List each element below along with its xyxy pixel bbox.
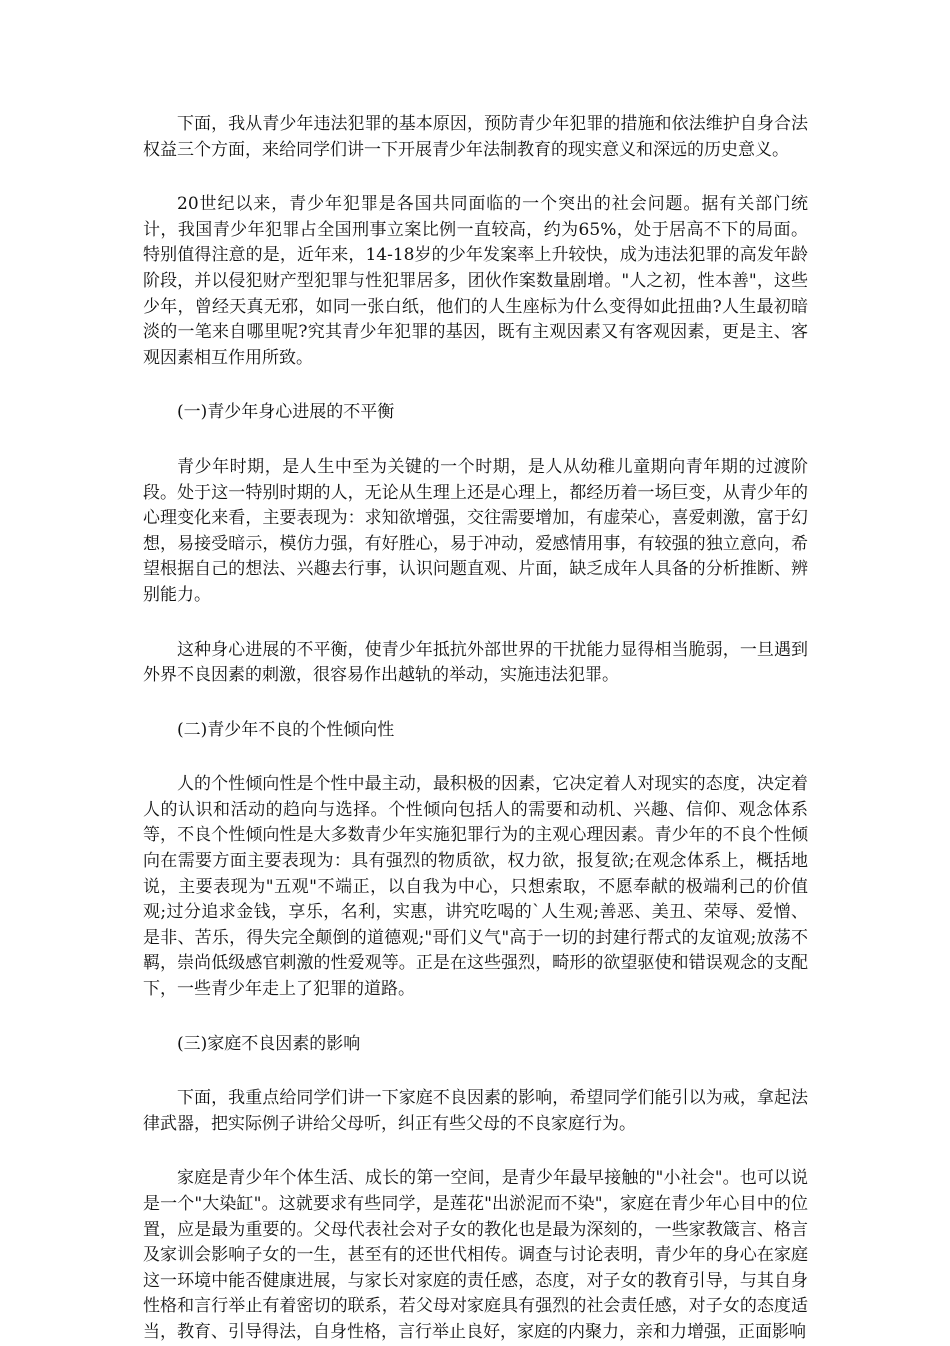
paragraph-family-intro: 下面，我重点给同学们讲一下家庭不良因素的影响，希望同学们能引以为戒，拿起法律武器，把实际例子讲给父母听，纠正有些父母的不良家庭行为。 xyxy=(143,1088,808,1134)
document-body xyxy=(143,112,808,1346)
paragraph-personality: 人的个性倾向性是个性中最主动，最积极的因素，它决定着人对现实的态度，决定着人的认识和活动的趋向与选择。个性倾向包括人的需要和动机、兴趣、信仰、观念体系等，不良个性倾向性是大多数青少年实施犯罪行为的主观心理因素。青少年的不良个性倾向在需要方面主要表现为：具有强烈的物质欲，权力欲，报复欲;在观念体系上，概括地说，主要表现为"五观"不端正，以自我为中心，只想索取，不愿奉献的极端利己的价值观;过分追求金钱，享乐，名利，实惠，讲究吃喝的`人生观;善恶、美丑、荣辱、爱憎、是非、苦乐，得失完全颠倒的道德观;"哥们义气"高于一切的封建行帮式的友谊观;放荡不羁，崇尚低级感官刺激的性爱观等。正是在这些强烈，畸形的欲望驱使和错误观念的支配下，一些青少年走上了犯罪的道路。 xyxy=(143,774,808,1000)
section-heading-2: (二)青少年不良的个性倾向性 xyxy=(177,719,395,740)
paragraph-family: 家庭是青少年个体生活、成长的第一空间，是青少年最早接触的"小社会"。也可以说是一个"大染缸"。这就要求有些同学，是莲花"出淤泥而不染"，家庭在青少年心目中的位置，应是最为重要的。父母代表社会对子女的教化也是最为深刻的，一些家教箴言、格言及家训会影响子女的一生，甚至有的还世代相传。调查与讨论表明，青少年的身心在家庭这一环境中能否健康进展，与家长对家庭的责任感，态度，对子女的教育引导，与其自身性格和言行举止有着密切的联系，若父母对家庭具有强烈的社会责任感，对子女的态度适当，教育、引导得法，自身性格，言行举止良好，家庭的内聚力，亲和力增强，正面影响 xyxy=(143,1168,808,1342)
paragraph-statistics: 20世纪以来，青少年犯罪是各国共同面临的一个突出的社会问题。据有关部门统计，我国青少年犯罪占全国刑事立案比例一直较高，约为65%，处于居高不下的局面。特别值得注意的是，近年来，14-18岁的少年发案率上升较快，成为违法犯罪的高发年龄阶段，并以侵犯财产型犯罪与性犯罪居多，团伙作案数量剧增。"人之初，性本善"，这些少年，曾经天真无邪，如同一张白纸，他们的人生座标为什么变得如此扭曲?人生最初暗淡的一笔来自哪里呢?究其青少年犯罪的基因，既有主观因素又有客观因素，更是主、客观因素相互作用所致。 xyxy=(143,194,808,368)
paragraph-imbalance: 这种身心进展的不平衡，使青少年抵抗外部世界的干扰能力显得相当脆弱，一旦遇到外界不良因素的刺激，很容易作出越轨的举动，实施违法犯罪。 xyxy=(143,639,808,686)
paragraph-intro: 下面，我从青少年违法犯罪的基本原因，预防青少年犯罪的措施和依法维护自身合法权益三个方面，来给同学们讲一下开展青少年法制教育的现实意义和深远的历史意义。 xyxy=(143,114,808,160)
section-heading-3: (三)家庭不良因素的影响 xyxy=(177,1033,361,1054)
paragraph-adolescence: 青少年时期，是人生中至为关键的一个时期，是人从幼稚儿童期向青年期的过渡阶段。处于这一特别时期的人，无论从生理上还是心理上，都经历着一场巨变，从青少年的心理变化来看，主要表现为：求知欲增强，交往需要增加，有虚荣心，喜爱刺激，富于幻想，易接受暗示，模仿力强，有好胜心，易于冲动，爱感情用事，有较强的独立意向，希望根据自己的想法、兴趣去行事，认识问题直观、片面，缺乏成年人具备的分析推断、辨别能力。 xyxy=(143,456,808,605)
section-heading-1: (一)青少年身心进展的不平衡 xyxy=(177,402,395,423)
